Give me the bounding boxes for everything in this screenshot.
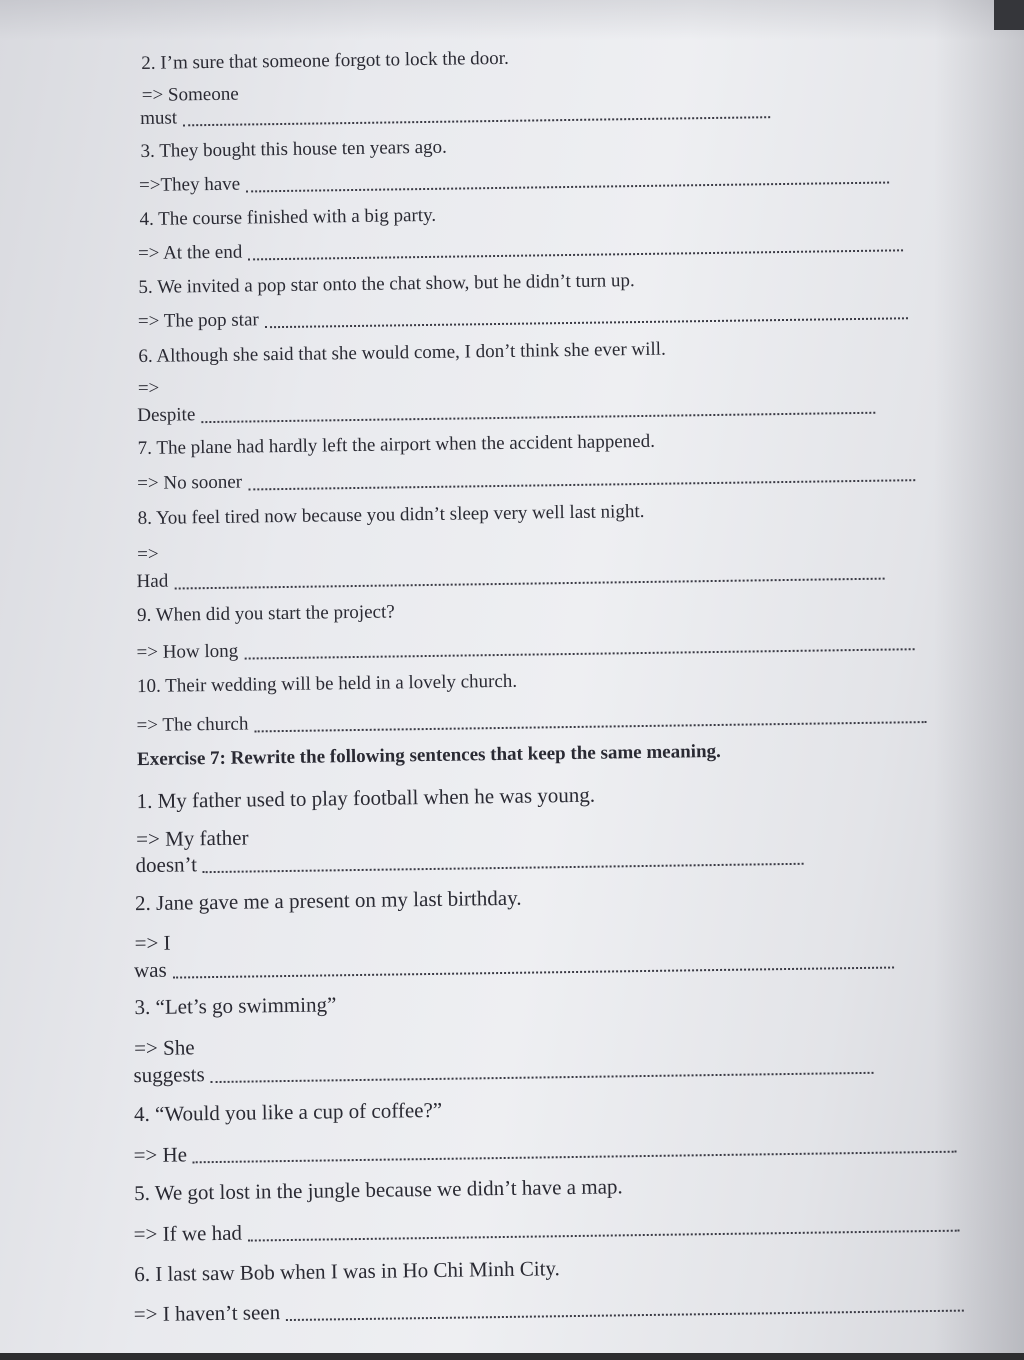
answer-blank-7[interactable] [248,475,915,490]
ex7-question-6: 6. I last saw Bob when I was in Ho Chi Minh City. [134,1256,561,1287]
answer-blank-4[interactable] [248,245,903,260]
ex7-prompt-2-line1: => I [134,930,171,956]
question-7: 7. The plane had hardly left the airport when the accident happened. [137,430,656,460]
answer-prompt-2 [142,84,239,107]
answer-blank-8[interactable] [174,574,884,590]
prompt-3: =>They have [138,173,241,196]
prompt-4: => At the end [137,241,243,265]
answer-line-4[interactable] [138,232,903,265]
answer-line-8[interactable] [136,561,884,593]
ex7-answer-prompt-2 [134,931,170,956]
answer-blank-2[interactable] [183,112,770,126]
ex7-answer-line-6[interactable] [134,1291,964,1327]
ex7-answer-prompt-1 [136,826,249,853]
ex7-answer-blank-1[interactable] [203,859,804,873]
answer-blank-10[interactable] [254,717,926,732]
prompt-5: => The pop star [137,309,259,333]
question-2: 2. I’m sure that someone forgot to lock the door. [141,47,509,74]
question-8: 8. You feel tired now because you didn’t sleep very well last night. [137,500,645,530]
answer-blank-3[interactable] [246,178,889,193]
answer-line-10[interactable] [136,704,926,737]
ex7-answer-line-5[interactable] [134,1211,960,1247]
answer-blank-9[interactable] [244,644,914,659]
ex7-answer-prompt-3 [134,1035,195,1061]
ex7-question-4: 4. “Would you like a cup of coffee?” [133,1097,443,1127]
ex7-question-5: 5. We got lost in the jungle because we didn’t have a map. [133,1174,623,1206]
prompt-2-line1: => Someone [141,83,239,106]
ex7-answer-line-3[interactable] [133,1053,873,1087]
prompt-6-line2: Despite [137,404,196,427]
prompt-10: => The church [136,713,249,737]
answer-line-9[interactable] [136,631,914,664]
question-4: 4. The course finished with a big party. [139,204,437,230]
ex7-answer-blank-3[interactable] [211,1068,874,1083]
ex7-answer-blank-5[interactable] [248,1226,960,1242]
prompt-9: => How long [136,640,239,664]
answer-blank-6[interactable] [201,408,875,423]
ex7-answer-blank-6[interactable] [286,1306,964,1321]
answer-blank-5[interactable] [265,313,908,328]
ex7-prompt-3-line1: => She [133,1035,195,1061]
ex7-answer-blank-2[interactable] [173,963,894,979]
answer-line-5[interactable] [138,300,908,333]
ex7-answer-line-4[interactable] [133,1132,956,1167]
answer-prompt-8 [137,544,159,566]
ex7-answer-blank-4[interactable] [193,1147,957,1164]
question-3: 3. They bought this house ten years ago. [140,136,447,162]
ex7-prompt-1-line2: doesn’t [135,852,198,878]
ex7-prompt-2-line2: was [133,957,167,983]
prompt-8-line2: Had [136,570,169,593]
question-6: 6. Although she said that she would come, I don’t think she ever will. [138,338,666,368]
prompt-6-line1: => [137,377,160,400]
ex7-question-3: 3. “Let’s go swimming” [134,992,337,1020]
ex7-prompt-6: => I haven’t seen [133,1300,281,1327]
exercise-7-heading: Exercise 7: Rewrite the following sentences that keep the same meaning. [136,740,721,771]
ex7-prompt-5: => If we had [133,1220,243,1247]
prompt-8-line1: => [137,543,159,566]
ex7-prompt-1-line1: => My father [136,825,249,852]
answer-prompt-6 [138,378,160,400]
question-10: 10. Their wedding will be held in a lovely church. [136,670,518,698]
ex7-question-2: 2. Jane gave me a present on my last birthday. [134,885,522,916]
ex7-prompt-4: => He [133,1142,188,1168]
question-9: 9. When did you start the project? [136,601,395,627]
ex7-answer-line-2[interactable] [134,948,894,983]
answer-line-6[interactable] [137,395,875,427]
prompt-2-line2: must [139,107,178,129]
ex7-prompt-3-line2: suggests [133,1062,205,1088]
ex7-question-1: 1. My father used to play football when he was young. [136,782,596,814]
answer-line-3[interactable] [139,165,889,197]
answer-line-7[interactable] [137,462,915,495]
question-5: 5. We invited a pop star onto the chat show, but he didn’t turn up. [138,270,635,299]
prompt-7: => No sooner [137,471,243,495]
